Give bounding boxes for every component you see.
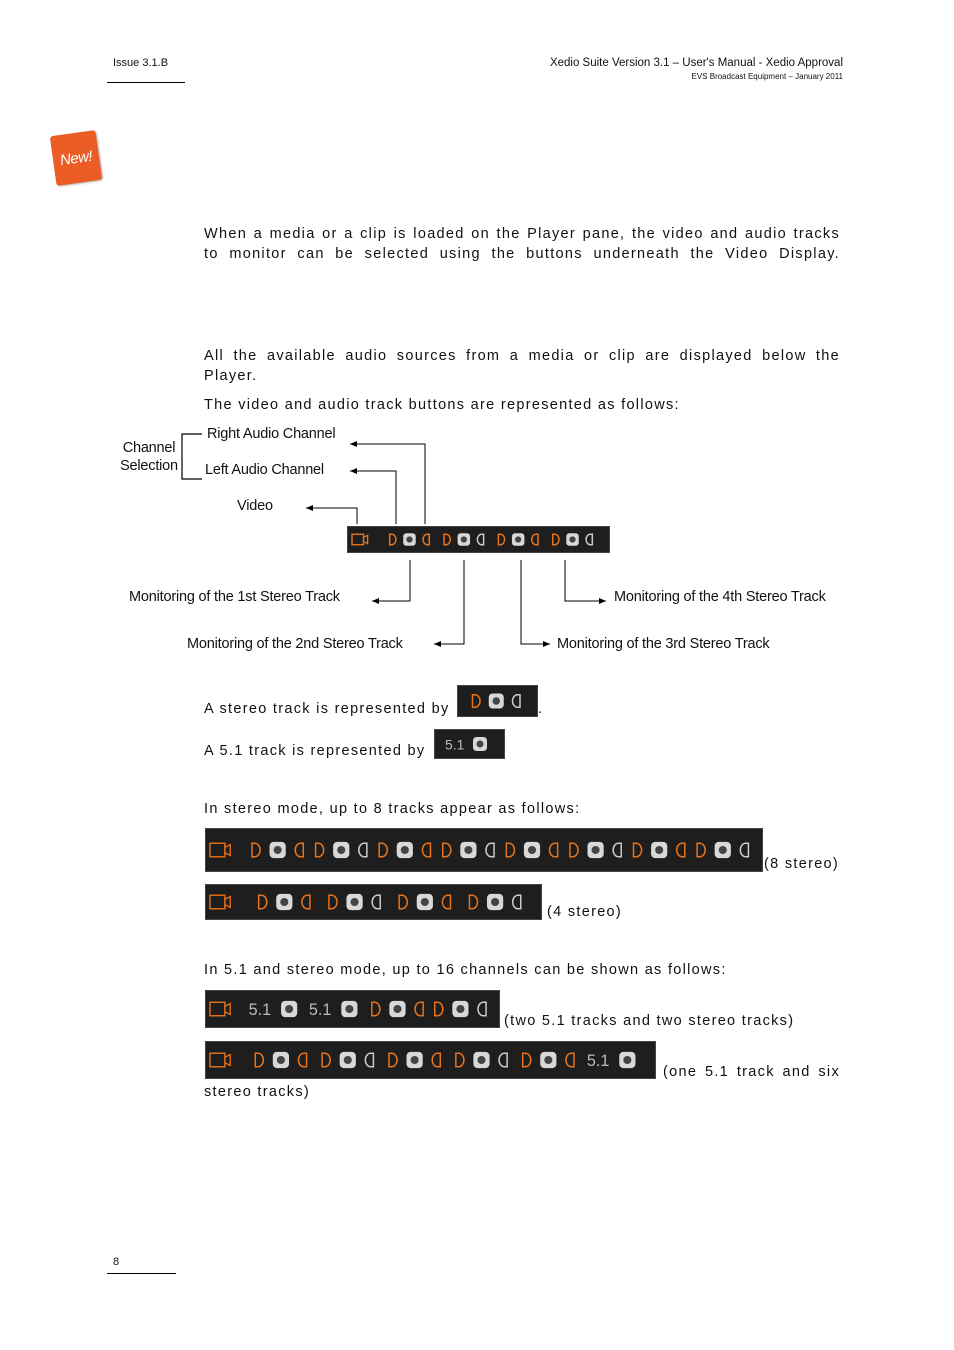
stereo-track-button[interactable] (252, 842, 303, 858)
monitor-knob-center (515, 536, 521, 542)
right-channel-icon (423, 534, 429, 544)
stereo-track-button[interactable] (553, 533, 593, 546)
right-channel-icon (499, 1053, 507, 1067)
stereo-track-button[interactable] (634, 842, 685, 858)
monitor-knob-center (351, 898, 359, 906)
right-channel-icon (677, 843, 685, 857)
left-channel-icon (553, 534, 559, 544)
stereo-track-buttons (458, 686, 537, 716)
monitor-knob-center (337, 846, 345, 854)
stereo-track-button[interactable] (379, 842, 430, 858)
fiveone-label: 5.1 (586, 1052, 610, 1071)
right-channel-icon (359, 843, 367, 857)
right-channel-icon (298, 1053, 306, 1067)
monitor-knob-center (393, 1005, 401, 1013)
left-channel-icon (390, 534, 396, 544)
stereo-track-example (457, 685, 538, 717)
four-stereo-buttons (206, 885, 541, 919)
left-audio-label: Left Audio Channel (205, 462, 324, 478)
mon1-label: Monitoring of the 1st Stereo Track (129, 589, 340, 605)
left-channel-icon (252, 843, 260, 857)
video-track-button[interactable] (210, 1053, 230, 1067)
monitor-knob-center (406, 536, 412, 542)
stereo-mode-text: In stereo mode, up to 8 tracks appear as follows: (204, 801, 581, 817)
fiveone-label: 5.1 (308, 1001, 332, 1020)
stereo-track-button[interactable] (697, 842, 748, 858)
header-rule (107, 82, 185, 83)
right-channel-icon (586, 534, 592, 544)
issue-label: Issue 3.1.B (113, 57, 169, 69)
left-channel-icon (444, 534, 450, 544)
stereo-track-button[interactable] (316, 842, 367, 858)
monitor-knob-center (285, 1005, 293, 1013)
left-channel-icon (443, 843, 451, 857)
fiveone-track-button[interactable] (445, 736, 487, 752)
right-channel-icon (550, 843, 558, 857)
camera-lens-icon (225, 1055, 230, 1066)
camera-lens-icon (225, 1004, 230, 1015)
stereo-track-button[interactable] (443, 842, 494, 858)
left-channel-icon (570, 843, 578, 857)
left-channel-icon (634, 843, 642, 857)
stereo-track-button[interactable] (444, 533, 484, 546)
right-channel-icon (477, 534, 483, 544)
right-channel-icon (513, 695, 520, 708)
stereo-track-button[interactable] (399, 894, 450, 910)
stereo-track-button[interactable] (523, 1052, 574, 1068)
two-two-caption: (two 5.1 tracks and two stereo tracks) (504, 1013, 795, 1029)
monitor-knob-center (464, 846, 472, 854)
eight-stereo-caption: (8 stereo) (764, 856, 840, 872)
right-channel-icon (442, 895, 450, 909)
monitor-knob-center (477, 741, 484, 748)
left-channel-icon (506, 843, 514, 857)
stereo-track-button[interactable] (329, 894, 380, 910)
right-channel-icon (365, 1053, 373, 1067)
stereo-track-button[interactable] (473, 694, 521, 709)
representation-paragraph: The video and audio track buttons are represented as follows: (204, 397, 680, 413)
monitor-knob-center (477, 1056, 485, 1064)
video-icon (210, 895, 225, 909)
left-channel-icon (379, 843, 387, 857)
channel-selection-label (118, 439, 180, 475)
monitor-knob-center (493, 697, 501, 705)
video-track-button[interactable] (210, 843, 230, 857)
right-channel-icon (740, 843, 748, 857)
video-icon (210, 1002, 225, 1016)
video-icon (210, 843, 225, 857)
one-six-caption-a: (one 5.1 track and six (663, 1064, 840, 1080)
monitor-knob-center (345, 1005, 353, 1013)
video-track-button[interactable] (352, 534, 368, 544)
right-channel-icon (432, 1053, 440, 1067)
monitor-knob-center (528, 846, 536, 854)
fiveone-label: 5.1 (445, 736, 465, 753)
monitor-knob-center (411, 1056, 419, 1064)
mon3-label: Monitoring of the 3rd Stereo Track (557, 636, 770, 652)
left-channel-icon (697, 843, 705, 857)
camera-lens-icon (225, 845, 230, 856)
monitor-knob-center (544, 1056, 552, 1064)
monitor-knob-center (456, 1005, 464, 1013)
right-audio-label: Right Audio Channel (207, 426, 336, 442)
video-icon (210, 1053, 225, 1067)
video-track-button[interactable] (210, 1002, 230, 1016)
stereo-track-button[interactable] (255, 1052, 306, 1068)
two-two-bar (205, 990, 500, 1028)
one-six-bar (205, 1041, 656, 1079)
stereo-track-button[interactable] (435, 1001, 486, 1017)
monitor-knob-center (592, 846, 600, 854)
video-track-button[interactable] (210, 895, 230, 909)
two-two-buttons (206, 991, 499, 1027)
sources-paragraph: All the available audio sources from a media or clip are displayed below the Player. (204, 348, 840, 384)
left-channel-icon (498, 534, 504, 544)
monitor-knob-center (655, 846, 663, 854)
stereo-track-button[interactable] (506, 842, 557, 858)
monitor-knob-center (719, 846, 727, 854)
left-channel-icon (389, 1053, 397, 1067)
fiveone-track-button[interactable] (249, 1001, 298, 1019)
right-channel-icon (372, 895, 380, 909)
monitor-knob-center (461, 536, 467, 542)
left-channel-icon (399, 895, 407, 909)
right-channel-icon (532, 534, 538, 544)
four-stereo-caption: (4 stereo) (547, 904, 623, 920)
monitor-knob-center (274, 846, 282, 854)
stereo-track-button[interactable] (322, 1052, 373, 1068)
left-channel-icon (259, 895, 267, 909)
stereo-track-button[interactable] (372, 1001, 423, 1017)
four-stereo-bar (205, 884, 542, 920)
left-channel-icon (473, 695, 480, 708)
video-label: Video (237, 498, 273, 514)
stereo-example-text: A stereo track is represented by (204, 701, 450, 717)
right-channel-icon (566, 1053, 574, 1067)
one-six-buttons (206, 1042, 655, 1078)
left-channel-icon (316, 843, 324, 857)
diagram-button-bar (347, 526, 610, 553)
monitor-knob-center (277, 1056, 285, 1064)
fiveone-label: 5.1 (248, 1001, 272, 1020)
left-channel-icon (372, 1002, 380, 1016)
mixed-mode-text: In 5.1 and stereo mode, up to 16 channels can be shown as follows: (204, 962, 727, 978)
stereo-track-button[interactable] (389, 1052, 440, 1068)
right-channel-icon (478, 1002, 486, 1016)
left-channel-icon (322, 1053, 330, 1067)
right-channel-icon (513, 895, 521, 909)
stereo-example-period: . (538, 701, 544, 717)
diagram-track-buttons (348, 527, 609, 552)
monitor-knob-center (623, 1056, 631, 1064)
left-channel-icon (435, 1002, 443, 1016)
one-six-caption-b: stereo tracks) (204, 1084, 311, 1100)
header-subtitle: EVS Broadcast Equipment – January 2011 (691, 72, 843, 81)
footer-rule (107, 1273, 176, 1274)
right-channel-icon (415, 1002, 423, 1016)
mon4-label: Monitoring of the 4th Stereo Track (614, 589, 826, 605)
new-badge: New! (50, 130, 103, 186)
right-channel-icon (295, 843, 303, 857)
eight-stereo-buttons (206, 829, 762, 871)
header-title: Xedio Suite Version 3.1 – User's Manual - Xedio Approval (549, 57, 843, 69)
left-channel-icon (456, 1053, 464, 1067)
stereo-track-button[interactable] (570, 842, 621, 858)
monitor-knob-center (421, 898, 429, 906)
right-channel-icon (613, 843, 621, 857)
channel-selection-text: Channel Selection (120, 440, 178, 474)
monitor-knob-center (491, 898, 499, 906)
left-channel-icon (523, 1053, 531, 1067)
monitor-knob-center (280, 898, 288, 906)
monitor-knob-center (401, 846, 409, 854)
stereo-track-button[interactable] (456, 1052, 507, 1068)
fiveone-track-example (434, 729, 505, 759)
stereo-track-button[interactable] (469, 894, 520, 910)
mon2-label: Monitoring of the 2nd Stereo Track (187, 636, 403, 652)
intro-paragraph (204, 224, 840, 264)
left-channel-icon (255, 1053, 263, 1067)
track-buttons-diagram (110, 422, 850, 662)
stereo-track-button[interactable] (390, 533, 430, 546)
right-channel-icon (422, 843, 430, 857)
eight-stereo-bar (205, 828, 763, 872)
left-channel-icon (329, 895, 337, 909)
stereo-track-button[interactable] (498, 533, 538, 546)
left-channel-icon (469, 895, 477, 909)
fiveone-track-buttons (435, 730, 504, 758)
page-number: 8 (113, 1256, 120, 1268)
monitor-knob-center (344, 1056, 352, 1064)
fiveone-track-button[interactable] (587, 1052, 636, 1070)
right-channel-icon (302, 895, 310, 909)
video-icon (352, 534, 363, 544)
stereo-track-button[interactable] (259, 894, 310, 910)
intro-text: When a media or a clip is loaded on the Player pane, the video and audio tracks to monitor can be selected using the buttons underneath the Video Display. (204, 226, 840, 262)
fiveone-track-button[interactable] (309, 1001, 358, 1019)
right-channel-icon (486, 843, 494, 857)
camera-lens-icon (225, 897, 230, 908)
fiveone-example-text: A 5.1 track is represented by (204, 743, 426, 759)
monitor-knob-center (569, 536, 575, 542)
